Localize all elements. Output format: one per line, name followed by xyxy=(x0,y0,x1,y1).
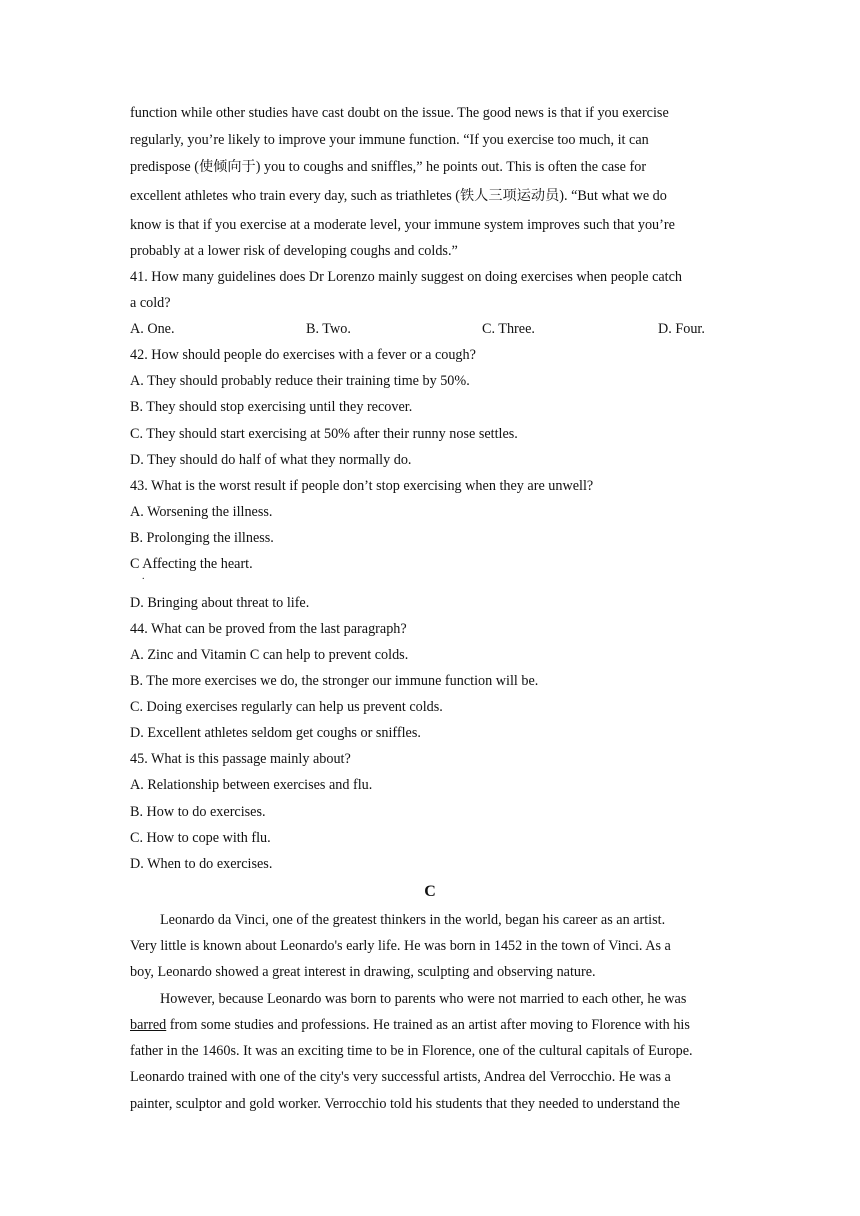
question-44-stem: 44. What can be proved from the last paragraph? xyxy=(130,621,407,637)
question-42-option-a: A. They should probably reduce their training time by 50%. xyxy=(130,373,470,389)
passage-c-text: from some studies and professions. He trained as an artist after moving to Florence with his xyxy=(166,1017,690,1033)
question-41-stem-cont: a cold? xyxy=(130,295,171,311)
passage-c-line: Leonardo trained with one of the city's very successful artists, Andrea del Verrocchio. He was a xyxy=(130,1069,671,1085)
passage-c-line: father in the 1460s. It was an exciting time to be in Florence, one of the cultural capitals of Europe. xyxy=(130,1043,693,1059)
question-43-option-b: B. Prolonging the illness. xyxy=(130,530,274,546)
passage-c-line: Very little is known about Leonardo's early life. He was born in 1452 in the town of Vinci. As a xyxy=(130,938,671,954)
passage-line: predispose (使倾向于) you to coughs and sniffles,” he points out. This is often the case for xyxy=(130,159,647,175)
question-41-option-a: A. One. xyxy=(130,321,175,337)
passage-c-line: Leonardo da Vinci, one of the greatest thinkers in the world, began his career as an artist. xyxy=(160,912,666,928)
question-45-option-b: B. How to do exercises. xyxy=(130,804,266,820)
question-43-stem: 43. What is the worst result if people don’t stop exercising when they are unwell? xyxy=(130,478,594,494)
question-41-option-c: C. Three. xyxy=(482,321,535,337)
passage-line: know is that if you exercise at a moderate level, your immune system improves such that you’re xyxy=(130,217,675,233)
passage-c-line: However, because Leonardo was born to parents who were not married to each other, he was xyxy=(160,991,687,1007)
question-44-option-b: B. The more exercises we do, the stronger our immune function will be. xyxy=(130,673,539,689)
section-heading: C xyxy=(424,883,436,900)
question-42-option-c: C. They should start exercising at 50% after their runny nose settles. xyxy=(130,426,518,442)
question-45-option-c: C. How to cope with flu. xyxy=(130,830,271,846)
passage-c-line: painter, sculptor and gold worker. Verrocchio told his students that they needed to understand the xyxy=(130,1096,680,1112)
question-45-option-d: D. When to do exercises. xyxy=(130,856,273,872)
question-43-option-d: D. Bringing about threat to life. xyxy=(130,595,310,611)
question-41-option-b: B. Two. xyxy=(306,321,351,337)
passage-line: probably at a lower risk of developing coughs and colds.” xyxy=(130,243,458,259)
passage-c-line xyxy=(130,1016,690,1034)
question-45-option-a: A. Relationship between exercises and flu. xyxy=(130,777,373,793)
question-44-option-a: A. Zinc and Vitamin C can help to prevent colds. xyxy=(130,647,409,663)
question-42-stem: 42. How should people do exercises with a fever or a cough? xyxy=(130,347,476,363)
passage-line: function while other studies have cast doubt on the issue. The good news is that if you exercise xyxy=(130,105,669,121)
question-44-option-c: C. Doing exercises regularly can help us prevent colds. xyxy=(130,699,443,715)
question-41-stem: 41. How many guidelines does Dr Lorenzo mainly suggest on doing exercises when people catch xyxy=(130,269,682,285)
question-43-option-a: A. Worsening the illness. xyxy=(130,504,273,520)
passage-line: regularly, you’re likely to improve your immune function. “If you exercise too much, it can xyxy=(130,132,649,148)
question-45-stem: 45. What is this passage mainly about? xyxy=(130,751,351,767)
passage-line: excellent athletes who train every day, such as triathletes (铁人三项运动员). “But what we do xyxy=(130,188,667,204)
passage-c-line: boy, Leonardo showed a great interest in drawing, sculpting and observing nature. xyxy=(130,964,596,980)
question-41-option-d: D. Four. xyxy=(658,321,705,337)
question-43-option-c: C Affecting the heart. xyxy=(130,556,253,572)
question-44-option-d: D. Excellent athletes seldom get coughs or sniffles. xyxy=(130,725,421,741)
question-42-option-b: B. They should stop exercising until they recover. xyxy=(130,399,413,415)
underlined-word: barred xyxy=(130,1017,167,1033)
stray-dot-mark: . xyxy=(142,571,145,582)
question-42-option-d: D. They should do half of what they normally do. xyxy=(130,452,412,468)
